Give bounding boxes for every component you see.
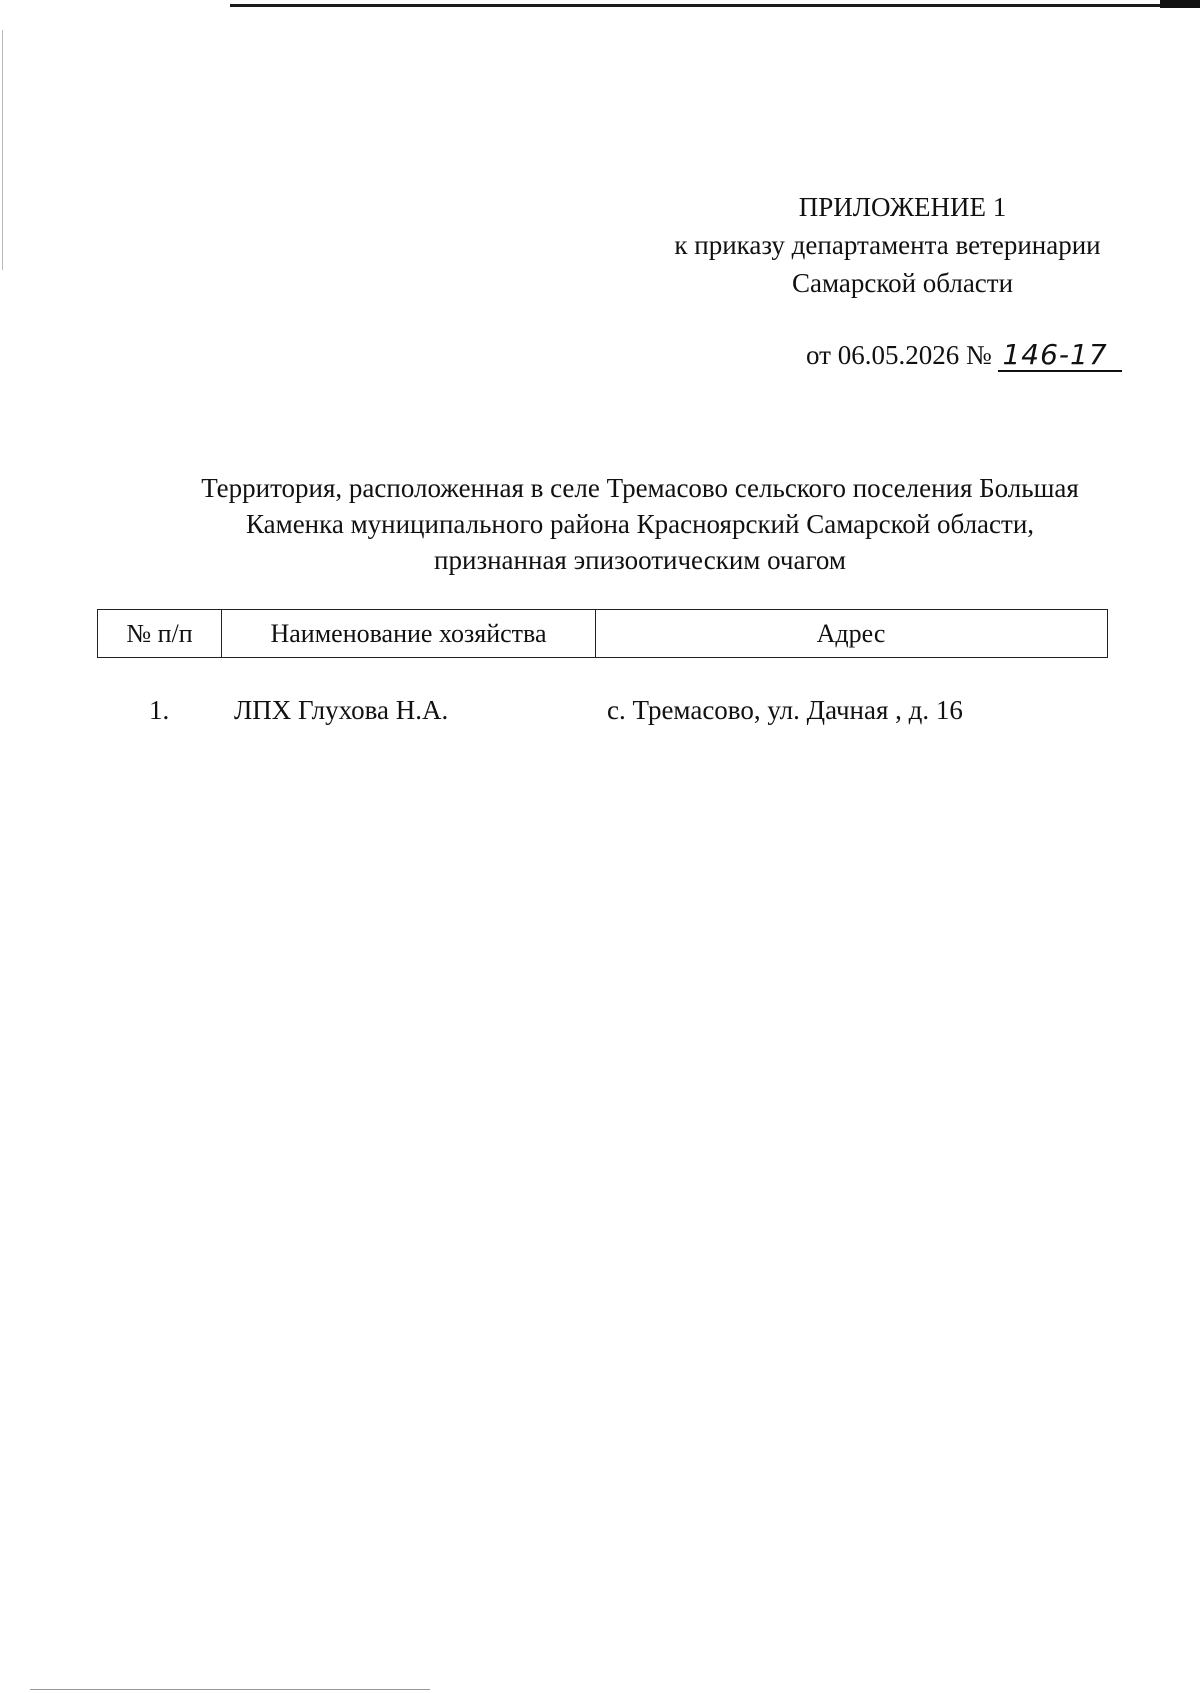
column-header-name: Наименование хозяйства <box>222 610 596 657</box>
order-date-prefix: от 06.05.2026 № <box>806 340 992 370</box>
appendix-subtitle-1: к приказу департамента ветеринарии <box>674 230 1101 260</box>
column-header-number: № п/п <box>98 610 222 657</box>
row-number: 1. <box>149 695 170 725</box>
appendix-block <box>600 188 1120 302</box>
appendix-subtitle-2: Самарской области <box>791 268 1014 298</box>
row-address: с. Тремасово, ул. Дачная , д. 16 <box>607 695 963 725</box>
column-header-address: Адрес <box>816 618 886 648</box>
heading-line-3: признанная эпизоотическим очагом <box>434 545 846 575</box>
heading-line-1: Территория, расположенная в селе Тремасово сельского поселения Большая <box>201 473 1079 503</box>
appendix-title: ПРИЛОЖЕНИЕ 1 <box>798 192 1007 222</box>
order-reference <box>806 336 1122 374</box>
document-heading <box>160 470 1120 578</box>
order-number-handwritten: 146-17 <box>998 340 1121 372</box>
row-farm-name: ЛПХ Глухова Н.А. <box>234 695 449 725</box>
scan-edge-corner <box>1160 0 1200 8</box>
scan-edge-bottom <box>30 1689 430 1690</box>
table-header <box>97 609 1108 658</box>
heading-line-2: Каменка муниципального района Красноярский Самарской области, <box>245 509 1035 539</box>
scan-edge-top <box>230 4 1190 7</box>
table-row <box>97 690 1108 730</box>
scan-edge-left <box>2 30 3 270</box>
